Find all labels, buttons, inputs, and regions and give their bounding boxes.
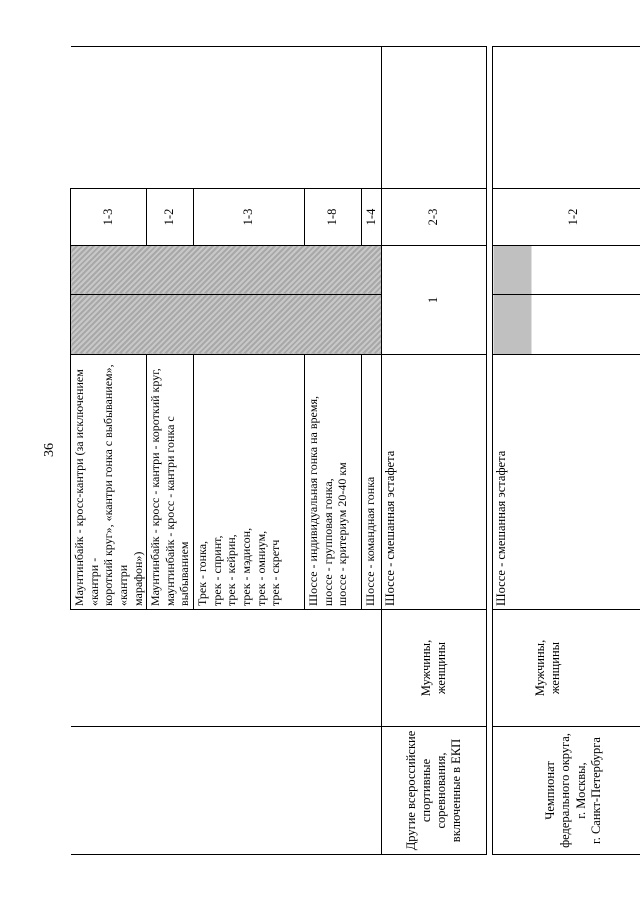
participants-cell: 1-3: [194, 189, 305, 246]
competition-cell-continued: [71, 727, 382, 855]
shaded-cell-top: [493, 246, 640, 295]
event-cell: Шоссе - смешанная эстафета: [382, 355, 487, 610]
empty-cell: [493, 47, 640, 189]
event-cell: Шоссе - смешанная эстафета: [493, 355, 640, 610]
shaded-cell-top: [493, 295, 640, 355]
participants-cell: 2-3: [382, 189, 487, 246]
event-cell: Шоссе - индивидуальная гонка на время, шоссе - групповая гонка, шоссе - критериум 20-40 км: [305, 355, 362, 610]
table-row: [382, 47, 487, 855]
competition-cell: Чемпионат федерального округа, г. Москвы, г. Санкт-Петербурга: [493, 727, 640, 855]
empty-cell: [71, 47, 382, 189]
table-row: [71, 47, 147, 855]
shaded-cell: [71, 246, 382, 295]
participants-cell: 1-2: [147, 189, 194, 246]
table-row: [493, 47, 640, 855]
gender-cell-continued: [71, 610, 382, 727]
rotated-table-container: [70, 47, 629, 855]
gender-cell: Мужчины, женщины: [382, 610, 487, 727]
page-number: 36: [42, 443, 57, 457]
competition-table: [70, 46, 640, 855]
participants-cell: 1-4: [362, 189, 382, 246]
event-cell: Маунтинбайк - кросс-кантри (за исключением «кантри - короткий круг», «кантри гонка с выбыванием», «кантри марафон»): [71, 355, 147, 610]
teams-cell: 1: [382, 246, 487, 355]
event-cell: Шоссе - командная гонка: [362, 355, 382, 610]
gender-cell: Мужчины, женщины: [493, 610, 640, 727]
participants-cell: 1-8: [305, 189, 362, 246]
empty-cell: [382, 47, 487, 189]
participants-cell: 1-2: [493, 189, 640, 246]
event-cell: Маунтинбайк - кросс - кантри - короткий круг, маунтинбайк - кросс - кантри гонка с выбыванием: [147, 355, 194, 610]
competition-cell: Другие всероссийские спортивные соревнования, включенные в ЕКП: [382, 727, 487, 855]
participants-cell: 1-3: [71, 189, 147, 246]
event-cell: Трек - гонка, трек - спринт, трек - кейрин, трек - мэдисон, трек - омниум, трек - скретч: [194, 355, 305, 610]
shaded-cell: [71, 295, 382, 355]
